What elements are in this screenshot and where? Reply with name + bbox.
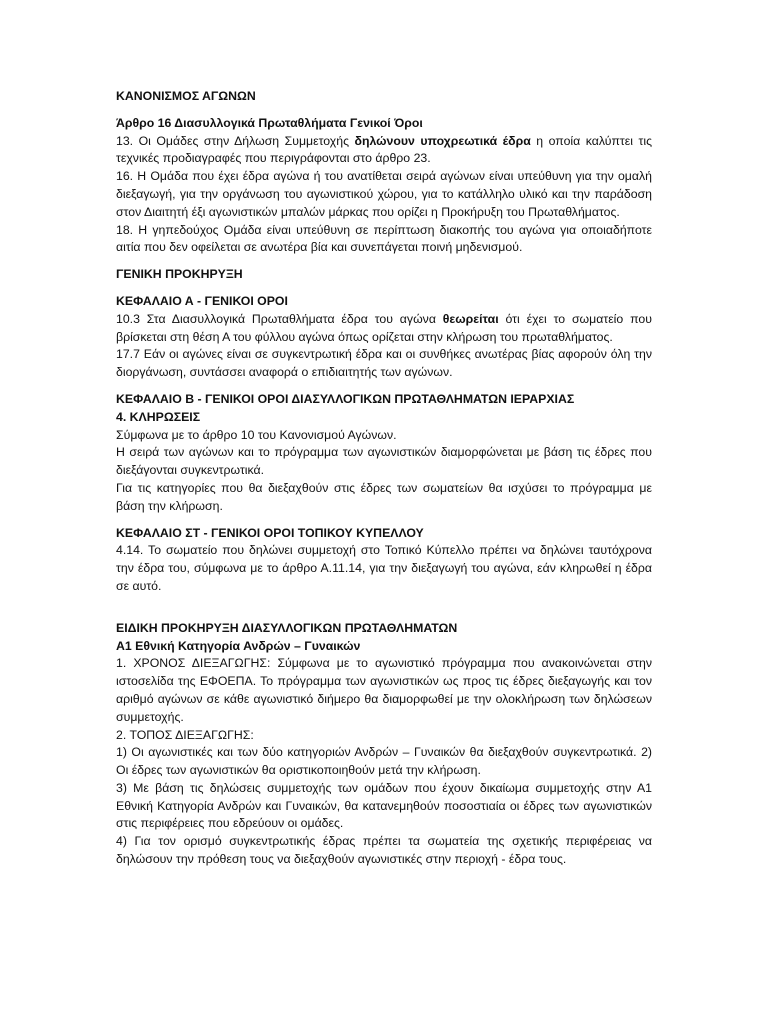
chapter-b-heading: ΚΕΦΑΛΑΙΟ Β - ΓΕΝΙΚΟΙ ΟΡΟΙ ΔΙΑΣΥΛΛΟΓΙΚΩΝ ΠΡΩΤΑΘΛΗΜΑΤΩΝ ΙΕΡΑΡΧΙΑΣ <box>116 391 575 406</box>
paragraph-18: 18. Η γηπεδούχος Ομάδα είναι υπεύθυνη σε περίπτωση διακοπής του αγώνα για οποιαδήποτε αιτία που δεν οφείλεται σε ανωτέρα βία και συνεπάγεται ποινή μηδενισμού. <box>116 222 652 255</box>
special-subheading: Α1 Εθνική Κατηγορία Ανδρών – Γυναικών <box>116 638 361 653</box>
paragraph-13-emphasis: δηλώνουν υποχρεωτικά έδρα <box>354 133 531 148</box>
special-paragraph-3: 3) Με βάση τις δηλώσεις συμμετοχής των ομάδων που έχουν δικαίωμα συμμετοχής στην Α1 Εθνική Κατηγορία Ανδρών και Γυναικών, θα κατανεμηθούν ποσοστιαία οι έδρες των αγωνιστικών στις περιφέρειες που εδρεύουν οι ομάδες. <box>116 780 652 831</box>
paragraph-10-3-text-end: ότι έχει το σωματείο που βρίσκεται στη θέση Α του φύλλου αγώνα όπως ορίζεται στην κλήρωση του πρωταθλήματος. <box>116 311 652 344</box>
article16-heading: Άρθρο 16 Διασυλλογικά Πρωταθλήματα Γενικοί Όροι <box>116 115 423 130</box>
special-heading: ΕΙΔΙΚΗ ΠΡΟΚΗΡΥΞΗ ΔΙΑΣΥΛΛΟΓΙΚΩΝ ΠΡΩΤΑΘΛΗΜΑΤΩΝ <box>116 620 458 635</box>
chapter-b-line-3: Για τις κατηγορίες που θα διεξαχθούν στις έδρες των σωματείων θα ισχύσει το πρόγραμμα με βάση την κλήρωση. <box>116 480 652 513</box>
document-title: ΚΑΝΟΝΙΣΜΟΣ ΑΓΩΝΩΝ <box>116 89 256 103</box>
chapter-b-line-1: Σύμφωνα με το άρθρο 10 του Κανονισμού Αγώνων. <box>116 427 397 442</box>
chapter-st-heading: ΚΕΦΑΛΑΙΟ ΣΤ - ΓΕΝΙΚΟΙ ΟΡΟΙ ΤΟΠΙΚΟΥ ΚΥΠΕΛΛΟΥ <box>116 525 424 540</box>
chapter-b-line-2: Η σειρά των αγώνων και το πρόγραμμα των αγωνιστικών διαμορφώνεται με βάση τις έδρες που διεξάγονται συγκεντρωτικά. <box>116 445 652 478</box>
chapter-b-subheading: 4. ΚΛΗΡΩΣΕΙΣ <box>116 409 201 424</box>
paragraph-13-text: 13. Οι Ομάδες στην Δήλωση Συμμετοχής <box>116 133 355 148</box>
special-paragraph-1: 1. ΧΡΟΝΟΣ ΔΙΕΞΑΓΩΓΗΣ: Σύμφωνα με το αγωνιστικό πρόγραμμα που ανακοινώνεται στην ιστοσελίδα της ΕΦΟΕΠΑ. Το πρόγραμμα των αγωνιστικών ως προς τις έδρες διεξαγωγής και τον αριθμό αγώνων σε κάθε αγωνιστικό διήμερο θα διαμορφωθεί με την ολοκλήρωση των δηλώσεων συμμετοχής. <box>116 656 652 724</box>
paragraph-10-3-emphasis: θεωρείται <box>442 311 499 326</box>
paragraph-17-7: 17.7 Εάν οι αγώνες είναι σε συγκεντρωτική έδρα και οι συνθήκες ανωτέρας βίας αφορούν όλη την διοργάνωση, συντάσσει αναφορά ο επιδιαιτητής των αγώνων. <box>116 347 652 380</box>
paragraph-4-14: 4.14. Το σωματείο που δηλώνει συμμετοχή στο Τοπικό Κύπελλο πρέπει να δηλώνει ταυτόχρονα την έδρα του, σύμφωνα με το άρθρο Α.11.14, για την διεξαγωγή του αγώνα, εάν κληρωθεί η έδρα σε αυτό. <box>116 543 652 593</box>
general-heading: ΓΕΝΙΚΗ ΠΡΟΚΗΡΥΞΗ <box>116 267 243 282</box>
paragraph-10-3-text: 10.3 Στα Διασυλλογικά Πρωταθλήματα έδρα του αγώνα <box>116 311 443 326</box>
paragraph-10-3 <box>116 311 652 347</box>
paragraph-13-text-end: η οποία καλύπτει τις τεχνικές προδιαγραφές που περιγράφονται στο άρθρο 23. <box>116 133 652 166</box>
special-paragraph-2: 2. ΤΟΠΟΣ ΔΙΕΞΑΓΩΓΗΣ: <box>116 727 254 742</box>
paragraph-16: 16. Η Ομάδα που έχει έδρα αγώνα ή του ανατίθεται σειρά αγώνων είναι υπεύθυνη για την ομαλή διεξαγωγή, για την οργάνωση του αγωνιστικού χώρου, για το κατάλληλο υλικό και την παράδοση στον Διαιτητή έξι αγωνιστικών μπαλών μάρκας που ορίζει η Προκήρυξη του Πρωταθλήματος. <box>116 169 652 219</box>
chapter-a-heading: ΚΕΦΑΛΑΙΟ Α - ΓΕΝΙΚΟΙ ΟΡΟΙ <box>116 293 288 308</box>
document-page <box>116 88 652 869</box>
special-paragraph-2a: 1) Οι αγωνιστικές και των δύο κατηγοριών Ανδρών – Γυναικών θα διεξαχθούν συγκεντρωτικά. 2) Οι έδρες των αγωνιστικών θα οριστικοποιηθούν μετά την κλήρωση. <box>116 745 652 778</box>
special-paragraph-4: 4) Για τον ορισμό συγκεντρωτικής έδρας πρέπει τα σωματεία της σχετικής περιφέρειας να δηλώσουν την πρόθεση τους να διεξαχθούν αγωνιστικές στην περιοχή - έδρα τους. <box>116 834 652 867</box>
paragraph-13 <box>116 133 652 169</box>
